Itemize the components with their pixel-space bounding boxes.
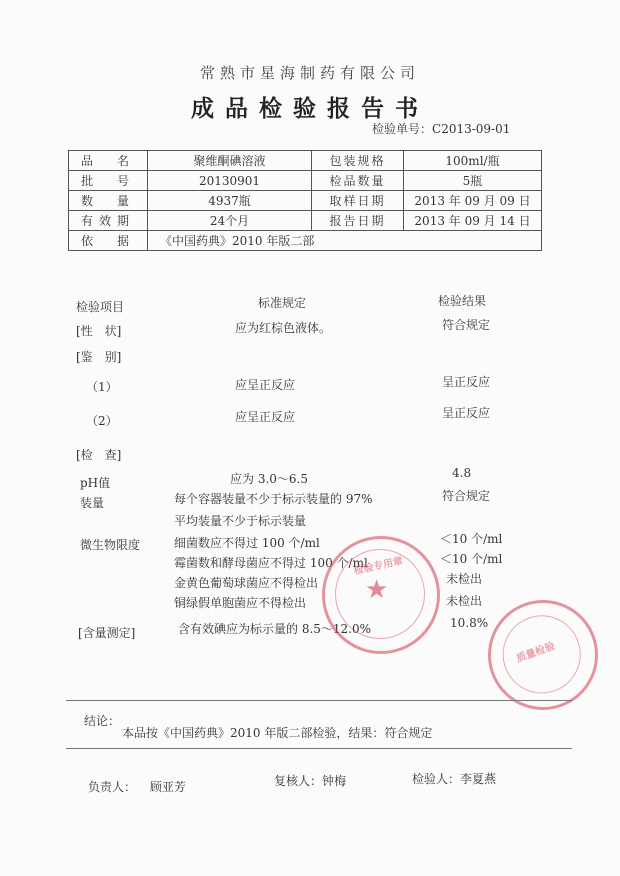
assay-label: [含量测定] bbox=[78, 626, 136, 640]
inspector-label: 检验人： bbox=[412, 772, 461, 786]
divider bbox=[66, 700, 572, 701]
report-number bbox=[372, 120, 510, 137]
responsible-label: 负责人： bbox=[88, 780, 137, 794]
identification-label: [鉴 别] bbox=[76, 350, 122, 364]
product-value: 聚维酮碘溶液 bbox=[148, 151, 312, 171]
validity-label: 有效期 bbox=[69, 211, 148, 231]
ph-label: pH值 bbox=[80, 476, 111, 490]
batch-value: 20130901 bbox=[148, 171, 312, 191]
conclusion-label: 结论： bbox=[84, 714, 121, 728]
identification-2-result: 呈正反应 bbox=[442, 406, 491, 420]
microbial-standard-1: 细菌数应不得过 100 个/ml bbox=[174, 536, 320, 550]
fill-standard-2: 平均装量不少于标示装量 bbox=[174, 514, 307, 528]
microbial-result-1: ＜10 个/ml bbox=[440, 532, 503, 546]
table-row bbox=[69, 151, 542, 171]
table-row bbox=[69, 231, 542, 251]
product-label: 品 名 bbox=[69, 151, 148, 171]
quality-seal-stamp: 质量检验 bbox=[473, 585, 614, 726]
appearance-standard: 应为红棕色液体。 bbox=[235, 321, 332, 335]
appearance-result: 符合规定 bbox=[442, 318, 491, 332]
reviewer-label: 复核人： bbox=[274, 774, 323, 788]
document-title: 成品检验报告书 bbox=[191, 95, 429, 122]
fill-label: 装量 bbox=[80, 496, 105, 510]
qty-check-label: 检品数量 bbox=[312, 171, 404, 191]
report-date-label: 报告日期 bbox=[312, 211, 404, 231]
divider bbox=[66, 748, 572, 749]
ph-result: 4.8 bbox=[452, 466, 472, 480]
conclusion-text: 本品按《中国药典》2010 年版二部检验，结果：符合规定 bbox=[122, 726, 433, 740]
table-row bbox=[69, 211, 542, 231]
responsible-name: 顾亚芳 bbox=[149, 780, 186, 794]
quantity-value: 4937瓶 bbox=[148, 191, 312, 211]
basis-value: 《中国药典》2010 年版二部 bbox=[148, 231, 542, 251]
assay-result: 10.8% bbox=[450, 616, 489, 630]
identification-2-label: （2） bbox=[86, 414, 118, 428]
product-info-table bbox=[68, 150, 542, 251]
report-number-label: 检验单号： bbox=[372, 122, 433, 136]
sampling-date-value: 2013 年 09 月 09 日 bbox=[404, 191, 542, 211]
validity-value: 24个月 bbox=[148, 211, 312, 231]
appearance-label: [性 状] bbox=[76, 324, 122, 338]
inspection-label: [检 查] bbox=[76, 448, 122, 462]
sampling-date-label: 取样日期 bbox=[312, 191, 404, 211]
table-row bbox=[69, 191, 542, 211]
spec-label: 包装规格 bbox=[312, 151, 404, 171]
microbial-standard-4: 铜绿假单胞菌应不得检出 bbox=[174, 596, 307, 610]
column-result-header: 检验结果 bbox=[438, 294, 487, 308]
quantity-label: 数 量 bbox=[69, 191, 148, 211]
responsible-person bbox=[88, 778, 186, 795]
basis-label: 依 据 bbox=[69, 231, 148, 251]
ph-standard: 应为 3.0～6.5 bbox=[230, 472, 308, 486]
inspector-person bbox=[412, 770, 496, 787]
company-name: 常熟市星海制药有限公司 bbox=[199, 64, 420, 82]
assay-standard: 含有效碘应为标示量的 8.5～12.0% bbox=[178, 622, 372, 636]
microbial-standard-2: 霉菌数和酵母菌应不得过 100 个/ml bbox=[174, 556, 368, 570]
batch-label: 批 号 bbox=[69, 171, 148, 191]
spec-value: 100ml/瓶 bbox=[404, 151, 542, 171]
microbial-label: 微生物限度 bbox=[80, 538, 141, 552]
microbial-result-2: ＜10 个/ml bbox=[440, 552, 503, 566]
table-row bbox=[69, 171, 542, 191]
report-number-value: C2013-09-01 bbox=[432, 122, 511, 136]
identification-1-label: （1） bbox=[86, 380, 118, 394]
inspector-name: 李夏燕 bbox=[460, 772, 497, 786]
microbial-result-4: 未检出 bbox=[446, 594, 483, 608]
identification-1-standard: 应呈正反应 bbox=[235, 378, 296, 392]
fill-result: 符合规定 bbox=[442, 489, 491, 503]
identification-2-standard: 应呈正反应 bbox=[235, 410, 296, 424]
microbial-standard-3: 金黄色葡萄球菌应不得检出 bbox=[174, 576, 319, 590]
reviewer-person bbox=[274, 772, 346, 789]
microbial-result-3: 未检出 bbox=[446, 572, 483, 586]
report-date-value: 2013 年 09 月 14 日 bbox=[404, 211, 542, 231]
qty-check-value: 5瓶 bbox=[404, 171, 542, 191]
column-item-header: 检验项目 bbox=[76, 300, 125, 314]
column-standard-header: 标准规定 bbox=[258, 296, 307, 310]
identification-1-result: 呈正反应 bbox=[442, 375, 491, 389]
fill-standard-1: 每个容器装量不少于标示装量的 97% bbox=[174, 492, 373, 506]
company-seal-stamp: ★ 检验专用章 bbox=[322, 536, 440, 654]
reviewer-name: 钟梅 bbox=[322, 774, 347, 788]
